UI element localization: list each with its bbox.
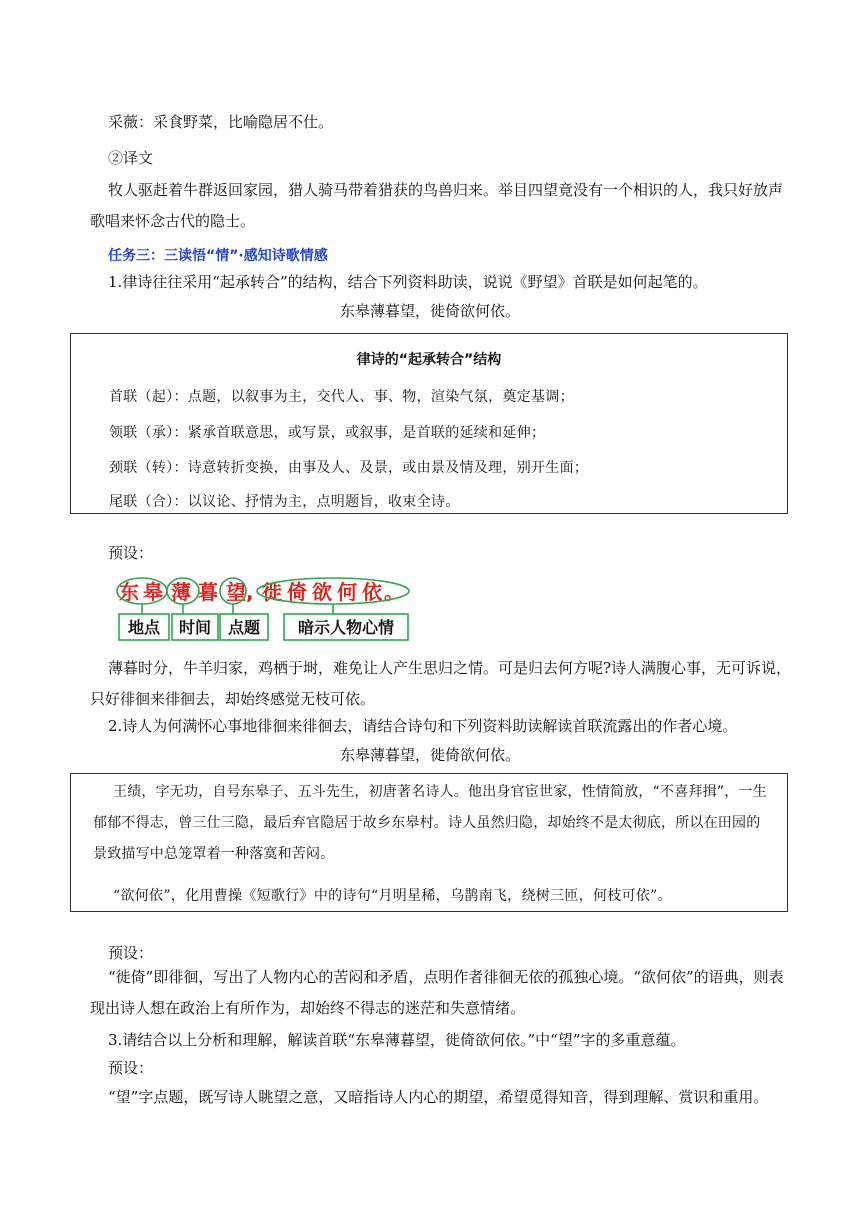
structure-box-title: 律诗的“起承转合”结构	[356, 352, 502, 368]
label-title: 点题	[227, 618, 261, 637]
note-caiwei: 采薇：采食野菜，比喻隐居不仕。	[108, 113, 334, 131]
question-1: 1.律诗往往采用“起承转合”的结构，结合下列资料助读，说说《野望》首联是如何起笔的。	[108, 273, 708, 291]
poem-char: 倚	[287, 580, 307, 604]
quote-1: 东皋薄暮望，徙倚欲何依。	[339, 302, 520, 320]
poem-char: 何	[337, 580, 357, 604]
structure-row-4: 尾联（合）：以议论、抒情为主，点明题旨，收束全诗。	[109, 494, 460, 510]
background-para-1: 王绩，字无功，自号东皋子、五斗先生，初唐著名诗人。他出身官宦世家，性情简放，“不喜拜揖”，一生郁郁不得志，曾三仕三隐，最后弃官隐居于故乡东皋村。诗人虽然归隐，却始终不是太彻底，所以在田园的景致描写中总笼罩着一种落寞和苦闷。	[93, 784, 767, 862]
answer-3: “望”字点题，既写诗人眺望之意，又暗指诗人内心的期望，希望觅得知音，得到理解、赏识和重用。	[108, 1088, 769, 1106]
translation-label: ②译文	[108, 149, 154, 167]
structure-row-2: 领联（承）：紧承首联意思，或写景，或叙事，是首联的延续和延伸；	[109, 425, 546, 441]
poem-char: 暮	[198, 580, 218, 604]
translation-text: 牧人驱赶着牛群返回家园，猎人骑马带着猎获的鸟兽归来。举目四望竟没有一个相识的人，我只好放声歌唱来怀念古代的隐士。	[90, 181, 784, 230]
poem-char: 薄	[171, 580, 191, 604]
structure-row-3: 颈联（转）：诗意转折变换，由事及人、及景，或由景及情及理，别开生面；	[109, 460, 589, 476]
poem-char: 欲	[312, 580, 332, 604]
background-box	[70, 773, 788, 912]
preset-label-2: 预设：	[108, 944, 154, 962]
quote-2: 东皋薄暮望，徙倚欲何依。	[339, 746, 520, 764]
annotation-labels	[119, 614, 408, 640]
poem-char: 。	[384, 580, 404, 604]
poem-char: 东	[119, 580, 139, 604]
label-place: 地点	[127, 618, 161, 637]
label-mood: 暗示人物心情	[297, 618, 395, 637]
background-para-2: “欲何依”，化用曹操《短歌行》中的诗句“月明星稀，乌鹊南飞，绕树三匝，何枝可依”。	[113, 888, 672, 904]
poem-char: 望	[226, 580, 246, 604]
poem-char: 皋	[143, 580, 163, 604]
question-3: 3.请结合以上分析和理解，解读首联“东皋薄暮望，徙倚欲何依。”中“望”字的多重意蕴。	[108, 1031, 686, 1049]
preset-label-3: 预设：	[108, 1059, 154, 1077]
question-2: 2.诗人为何满怀心事地徘徊来徘徊去，请结合诗句和下列资料助读解读首联流露出的作者心境。	[108, 717, 738, 735]
preset-label-1: 预设：	[108, 544, 154, 562]
structure-box	[70, 333, 788, 514]
poem-char: 徙	[262, 580, 282, 604]
answer-2: “徙倚”即徘徊，写出了人物内心的苦闷和矛盾，点明作者徘徊无依的孤独心境。“欲何依”的语典，则表现出诗人想在政治上有所作为，却始终不得志的迷茫和失意情绪。	[90, 968, 784, 1017]
label-time: 时间	[178, 618, 212, 637]
answer-1: 薄暮时分，牛羊归家，鸡栖于埘，难免让人产生思归之情。可是归去何方呢?诗人满腹心事，无可诉说，只好徘徊来徘徊去，却始终感觉无枝可依。	[90, 659, 792, 708]
task3-heading: 任务三：三读悟“情”·感知诗歌情感	[108, 248, 328, 264]
structure-row-1: 首联（起）：点题，以叙事为主，交代人、事、物，渲染气氛，奠定基调；	[109, 389, 574, 405]
poem-annotation-diagram	[116, 574, 426, 642]
poem-char: 依	[362, 580, 382, 604]
poem-char: ,	[246, 580, 254, 604]
